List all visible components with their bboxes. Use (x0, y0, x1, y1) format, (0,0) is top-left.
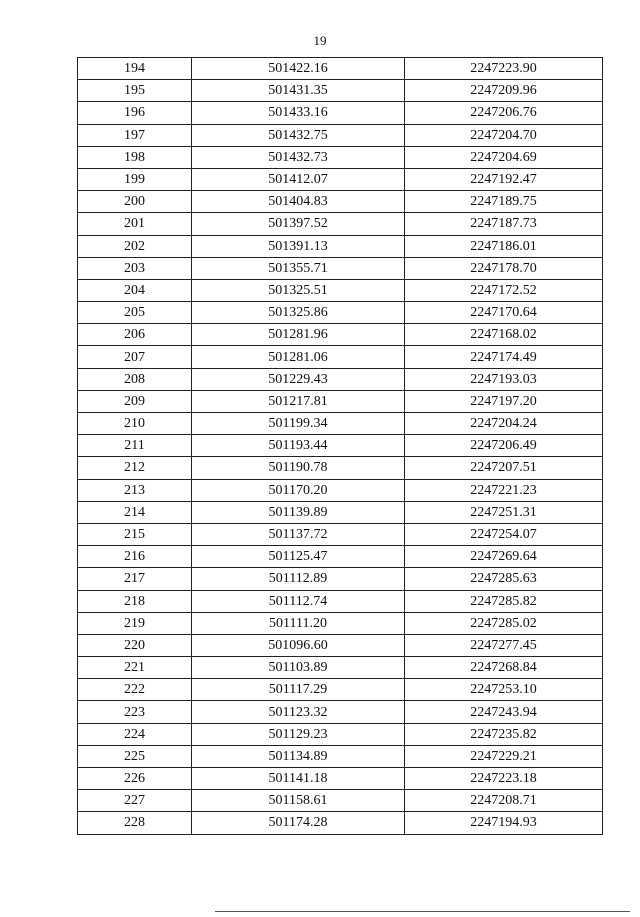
point-number-cell: 203 (78, 257, 192, 279)
table-row (78, 768, 603, 790)
y-coordinate-cell: 2247268.84 (405, 657, 603, 679)
point-number-cell: 213 (78, 479, 192, 501)
x-coordinate-cell: 501325.86 (192, 302, 405, 324)
x-coordinate-cell: 501431.35 (192, 80, 405, 102)
y-coordinate-cell: 2247178.70 (405, 257, 603, 279)
point-number-cell: 200 (78, 191, 192, 213)
y-coordinate-cell: 2247207.51 (405, 457, 603, 479)
point-number-cell: 211 (78, 435, 192, 457)
y-coordinate-cell: 2247204.70 (405, 124, 603, 146)
x-coordinate-cell: 501412.07 (192, 168, 405, 190)
table-row (78, 368, 603, 390)
x-coordinate-cell: 501433.16 (192, 102, 405, 124)
y-coordinate-cell: 2247254.07 (405, 523, 603, 545)
table-row (78, 168, 603, 190)
x-coordinate-cell: 501355.71 (192, 257, 405, 279)
table-row (78, 146, 603, 168)
table-row (78, 568, 603, 590)
table-row (78, 812, 603, 834)
point-number-cell: 214 (78, 501, 192, 523)
x-coordinate-cell: 501158.61 (192, 790, 405, 812)
table-row (78, 612, 603, 634)
table-row (78, 457, 603, 479)
y-coordinate-cell: 2247229.21 (405, 745, 603, 767)
table-row (78, 546, 603, 568)
y-coordinate-cell: 2247170.64 (405, 302, 603, 324)
point-number-cell: 226 (78, 768, 192, 790)
point-number-cell: 209 (78, 390, 192, 412)
x-coordinate-cell: 501217.81 (192, 390, 405, 412)
point-number-cell: 195 (78, 80, 192, 102)
x-coordinate-cell: 501112.89 (192, 568, 405, 590)
point-number-cell: 223 (78, 701, 192, 723)
y-coordinate-cell: 2247186.01 (405, 235, 603, 257)
x-coordinate-cell: 501174.28 (192, 812, 405, 834)
table-row (78, 257, 603, 279)
y-coordinate-cell: 2247285.63 (405, 568, 603, 590)
x-coordinate-cell: 501125.47 (192, 546, 405, 568)
table-row (78, 413, 603, 435)
x-coordinate-cell: 501096.60 (192, 634, 405, 656)
table-row (78, 80, 603, 102)
x-coordinate-cell: 501229.43 (192, 368, 405, 390)
point-number-cell: 194 (78, 58, 192, 80)
x-coordinate-cell: 501432.75 (192, 124, 405, 146)
table-row (78, 590, 603, 612)
y-coordinate-cell: 2247189.75 (405, 191, 603, 213)
table-row (78, 213, 603, 235)
y-coordinate-cell: 2247208.71 (405, 790, 603, 812)
point-number-cell: 207 (78, 346, 192, 368)
x-coordinate-cell: 501141.18 (192, 768, 405, 790)
x-coordinate-cell: 501397.52 (192, 213, 405, 235)
point-number-cell: 224 (78, 723, 192, 745)
point-number-cell: 228 (78, 812, 192, 834)
point-number-cell: 210 (78, 413, 192, 435)
y-coordinate-cell: 2247206.76 (405, 102, 603, 124)
y-coordinate-cell: 2247206.49 (405, 435, 603, 457)
point-number-cell: 222 (78, 679, 192, 701)
x-coordinate-cell: 501139.89 (192, 501, 405, 523)
point-number-cell: 208 (78, 368, 192, 390)
y-coordinate-cell: 2247172.52 (405, 279, 603, 301)
point-number-cell: 216 (78, 546, 192, 568)
y-coordinate-cell: 2247192.47 (405, 168, 603, 190)
table-row (78, 701, 603, 723)
x-coordinate-cell: 501112.74 (192, 590, 405, 612)
y-coordinate-cell: 2247243.94 (405, 701, 603, 723)
table-row (78, 523, 603, 545)
x-coordinate-cell: 501281.06 (192, 346, 405, 368)
y-coordinate-cell: 2247285.02 (405, 612, 603, 634)
table-row (78, 790, 603, 812)
table-row (78, 657, 603, 679)
point-number-cell: 217 (78, 568, 192, 590)
x-coordinate-cell: 501137.72 (192, 523, 405, 545)
y-coordinate-cell: 2247221.23 (405, 479, 603, 501)
x-coordinate-cell: 501190.78 (192, 457, 405, 479)
table-row (78, 235, 603, 257)
table-row (78, 435, 603, 457)
point-number-cell: 199 (78, 168, 192, 190)
y-coordinate-cell: 2247285.82 (405, 590, 603, 612)
x-coordinate-cell: 501325.51 (192, 279, 405, 301)
x-coordinate-cell: 501129.23 (192, 723, 405, 745)
x-coordinate-cell: 501432.73 (192, 146, 405, 168)
table-row (78, 279, 603, 301)
y-coordinate-cell: 2247235.82 (405, 723, 603, 745)
x-coordinate-cell: 501193.44 (192, 435, 405, 457)
table-row (78, 723, 603, 745)
point-number-cell: 215 (78, 523, 192, 545)
x-coordinate-cell: 501117.29 (192, 679, 405, 701)
table-row (78, 324, 603, 346)
page-number: 19 (313, 33, 327, 48)
table-row (78, 479, 603, 501)
x-coordinate-cell: 501422.16 (192, 58, 405, 80)
y-coordinate-cell: 2247223.90 (405, 58, 603, 80)
point-number-cell: 227 (78, 790, 192, 812)
table-row (78, 679, 603, 701)
table-row (78, 124, 603, 146)
point-number-cell: 198 (78, 146, 192, 168)
x-coordinate-cell: 501404.83 (192, 191, 405, 213)
point-number-cell: 205 (78, 302, 192, 324)
y-coordinate-cell: 2247204.69 (405, 146, 603, 168)
table-row (78, 634, 603, 656)
y-coordinate-cell: 2247223.18 (405, 768, 603, 790)
point-number-cell: 219 (78, 612, 192, 634)
point-number-cell: 212 (78, 457, 192, 479)
table-row (78, 390, 603, 412)
x-coordinate-cell: 501134.89 (192, 745, 405, 767)
x-coordinate-cell: 501123.32 (192, 701, 405, 723)
point-number-cell: 225 (78, 745, 192, 767)
point-number-cell: 197 (78, 124, 192, 146)
table-row (78, 745, 603, 767)
point-number-cell: 206 (78, 324, 192, 346)
y-coordinate-cell: 2247253.10 (405, 679, 603, 701)
x-coordinate-cell: 501281.96 (192, 324, 405, 346)
x-coordinate-cell: 501111.20 (192, 612, 405, 634)
table-row (78, 191, 603, 213)
point-number-cell: 196 (78, 102, 192, 124)
y-coordinate-cell: 2247209.96 (405, 80, 603, 102)
bottom-scan-line (215, 911, 630, 912)
y-coordinate-cell: 2247197.20 (405, 390, 603, 412)
x-coordinate-cell: 501199.34 (192, 413, 405, 435)
x-coordinate-cell: 501391.13 (192, 235, 405, 257)
y-coordinate-cell: 2247174.49 (405, 346, 603, 368)
point-number-cell: 221 (78, 657, 192, 679)
coordinates-table-body (78, 58, 603, 835)
y-coordinate-cell: 2247277.45 (405, 634, 603, 656)
point-number-cell: 202 (78, 235, 192, 257)
y-coordinate-cell: 2247204.24 (405, 413, 603, 435)
y-coordinate-cell: 2247168.02 (405, 324, 603, 346)
table-row (78, 346, 603, 368)
point-number-cell: 204 (78, 279, 192, 301)
table-row (78, 501, 603, 523)
x-coordinate-cell: 501170.20 (192, 479, 405, 501)
point-number-cell: 218 (78, 590, 192, 612)
table-row (78, 102, 603, 124)
y-coordinate-cell: 2247194.93 (405, 812, 603, 834)
y-coordinate-cell: 2247269.64 (405, 546, 603, 568)
x-coordinate-cell: 501103.89 (192, 657, 405, 679)
table-row (78, 302, 603, 324)
point-number-cell: 201 (78, 213, 192, 235)
point-number-cell: 220 (78, 634, 192, 656)
table-row (78, 58, 603, 80)
y-coordinate-cell: 2247251.31 (405, 501, 603, 523)
y-coordinate-cell: 2247187.73 (405, 213, 603, 235)
coordinates-table (77, 57, 603, 835)
y-coordinate-cell: 2247193.03 (405, 368, 603, 390)
